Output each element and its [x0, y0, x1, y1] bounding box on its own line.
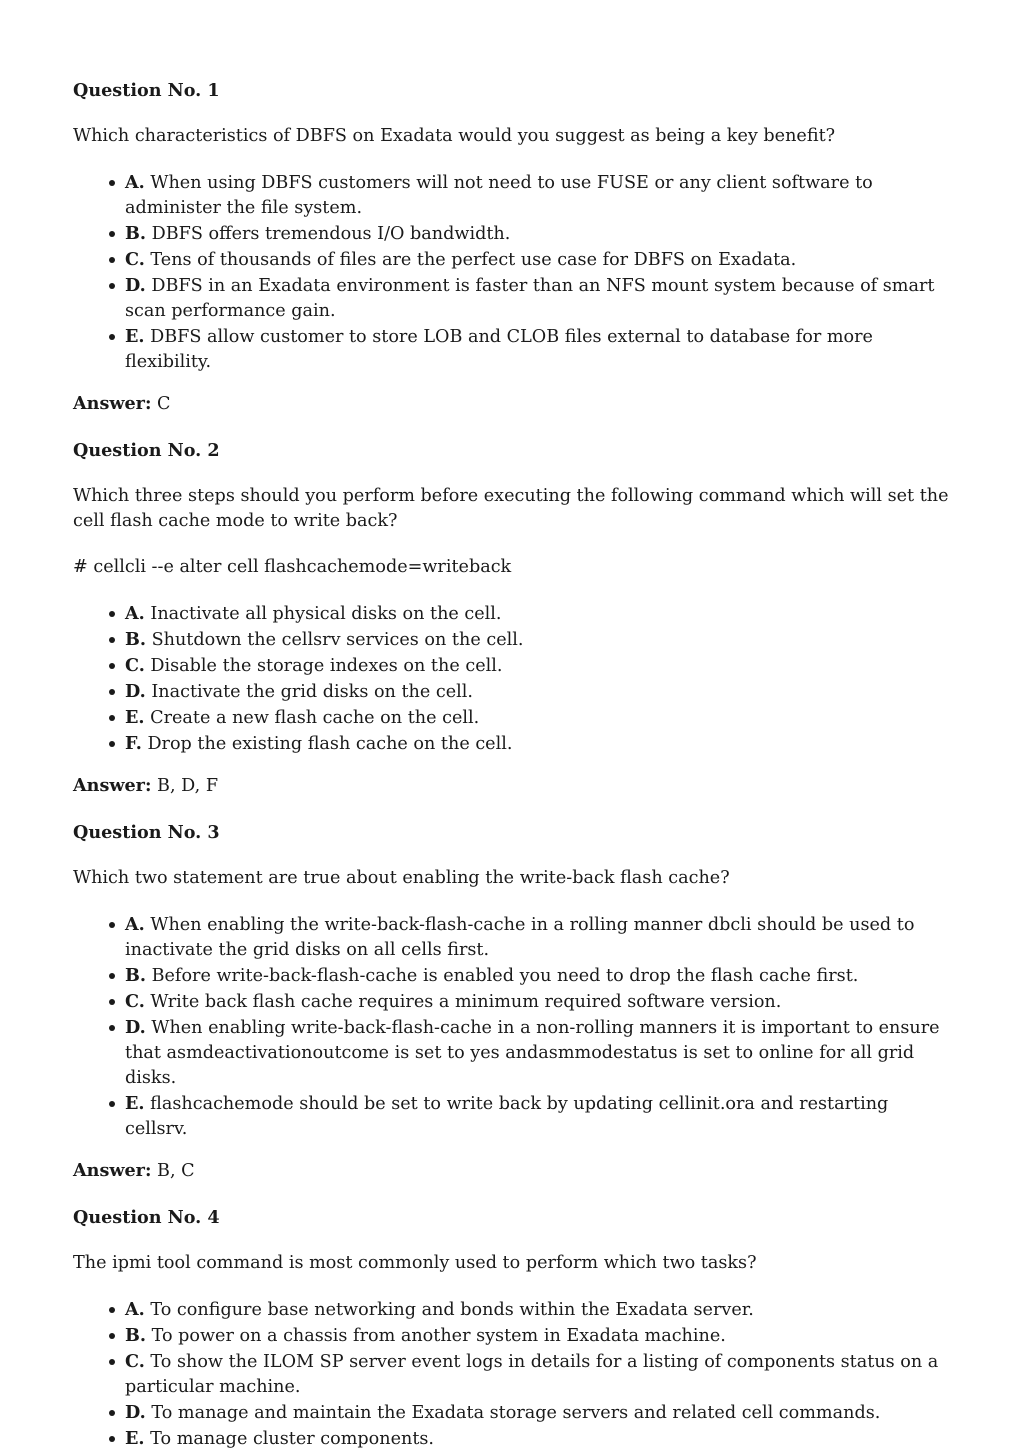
option-item — [125, 1091, 952, 1142]
option-letter: C. — [125, 991, 145, 1012]
question-block-3 — [73, 820, 952, 1184]
option-text: DBFS offers tremendous I/O bandwidth. — [151, 224, 511, 244]
option-letter: D. — [125, 1017, 146, 1038]
option-item — [125, 1323, 952, 1349]
question-block-4 — [73, 1205, 952, 1452]
option-letter: D. — [125, 681, 146, 702]
option-letter: D. — [125, 275, 146, 296]
option-text: When enabling the write-back-flash-cache in a rolling manner dbcli should be used to inactivate the grid disks on all cells first. — [125, 915, 915, 960]
option-item — [125, 601, 952, 627]
option-text: Create a new flash cache on the cell. — [150, 708, 480, 728]
options-list — [73, 912, 952, 1142]
option-item — [125, 1349, 952, 1400]
answer-value: B, D, F — [157, 776, 219, 796]
option-item — [125, 324, 952, 375]
option-letter: E. — [125, 326, 145, 347]
option-text: When using DBFS customers will not need to use FUSE or any client software to administer the file system. — [125, 173, 873, 218]
answer-value: C — [157, 394, 171, 414]
options-list — [73, 170, 952, 375]
option-letter: E. — [125, 707, 145, 728]
option-letter: B. — [125, 223, 146, 244]
option-item — [125, 221, 952, 247]
option-text: Drop the existing flash cache on the cell. — [147, 734, 513, 754]
option-text: Disable the storage indexes on the cell. — [150, 656, 503, 676]
question-block-2 — [73, 438, 952, 799]
option-letter: C. — [125, 1351, 145, 1372]
option-item — [125, 679, 952, 705]
question-text: The ipmi tool command is most commonly used to perform which two tasks? — [73, 1253, 757, 1273]
option-letter: A. — [125, 914, 145, 935]
question-text: Which three steps should you perform before executing the following command which will set the cell flash cache mode to write back? — [73, 486, 949, 531]
option-item — [125, 653, 952, 679]
question-text: Which two statement are true about enabling the write-back flash cache? — [73, 868, 730, 888]
answer-label: Answer: — [73, 1160, 152, 1181]
option-text: Before write-back-flash-cache is enabled you need to drop the flash cache first. — [151, 966, 859, 986]
option-item — [125, 989, 952, 1015]
option-letter: E. — [125, 1093, 145, 1114]
answer-label: Answer: — [73, 775, 152, 796]
option-text: DBFS allow customer to store LOB and CLOB files external to database for more flexibility. — [125, 327, 873, 372]
answer-value: B, C — [157, 1161, 195, 1181]
option-letter: C. — [125, 655, 145, 676]
option-letter: D. — [125, 1402, 146, 1423]
option-letter: F. — [125, 733, 142, 754]
option-text: Inactivate the grid disks on the cell. — [151, 682, 473, 702]
command-text: # cellcli --e alter cell flashcachemode=writeback — [73, 557, 512, 577]
option-text: To configure base networking and bonds within the Exadata server. — [150, 1300, 754, 1320]
option-letter: B. — [125, 1325, 146, 1346]
option-text: To manage and maintain the Exadata storage servers and related cell commands. — [151, 1403, 881, 1423]
option-letter: A. — [125, 172, 145, 193]
question-text: Which characteristics of DBFS on Exadata would you suggest as being a key benefit? — [73, 126, 836, 146]
option-text: Tens of thousands of files are the perfect use case for DBFS on Exadata. — [150, 250, 797, 270]
option-letter: A. — [125, 603, 145, 624]
option-text: Write back flash cache requires a minimum required software version. — [150, 992, 782, 1012]
question-title: Question No. 3 — [73, 822, 220, 843]
option-item — [125, 731, 952, 757]
option-text: DBFS in an Exadata environment is faster than an NFS mount system because of smart scan performance gain. — [125, 276, 935, 321]
option-item — [125, 1426, 952, 1452]
option-item — [125, 627, 952, 653]
answer-line — [73, 773, 952, 799]
answer-label: Answer: — [73, 393, 152, 414]
option-item — [125, 273, 952, 324]
option-item — [125, 705, 952, 731]
answer-line — [73, 391, 952, 417]
option-text: To power on a chassis from another system in Exadata machine. — [151, 1326, 726, 1346]
option-letter: A. — [125, 1299, 145, 1320]
option-text: To show the ILOM SP server event logs in details for a listing of components status on a particular machine. — [125, 1352, 939, 1397]
question-block-1 — [73, 78, 952, 417]
option-item — [125, 1297, 952, 1323]
answer-line — [73, 1158, 952, 1184]
option-item — [125, 170, 952, 221]
option-text: When enabling write-back-flash-cache in a non-rolling manners it is important to ensure that asmdeactivationoutcome is set to yes andasmmodestatus is set to online for all grid disks. — [125, 1018, 940, 1088]
option-letter: B. — [125, 965, 146, 986]
options-list — [73, 1297, 952, 1452]
option-text: Shutdown the cellsrv services on the cell. — [151, 630, 524, 650]
options-list — [73, 601, 952, 757]
option-item — [125, 912, 952, 963]
option-item — [125, 1400, 952, 1426]
question-title: Question No. 4 — [73, 1207, 220, 1228]
option-item — [125, 963, 952, 989]
option-item — [125, 1015, 952, 1091]
option-item — [125, 247, 952, 273]
question-title: Question No. 2 — [73, 440, 220, 461]
option-letter: B. — [125, 629, 146, 650]
option-text: To manage cluster components. — [150, 1429, 435, 1449]
option-text: flashcachemode should be set to write back by updating cellinit.ora and restarting cellsrv. — [125, 1094, 889, 1139]
option-letter: E. — [125, 1428, 145, 1449]
question-title: Question No. 1 — [73, 80, 220, 101]
option-letter: C. — [125, 249, 145, 270]
option-text: Inactivate all physical disks on the cell. — [150, 604, 502, 624]
